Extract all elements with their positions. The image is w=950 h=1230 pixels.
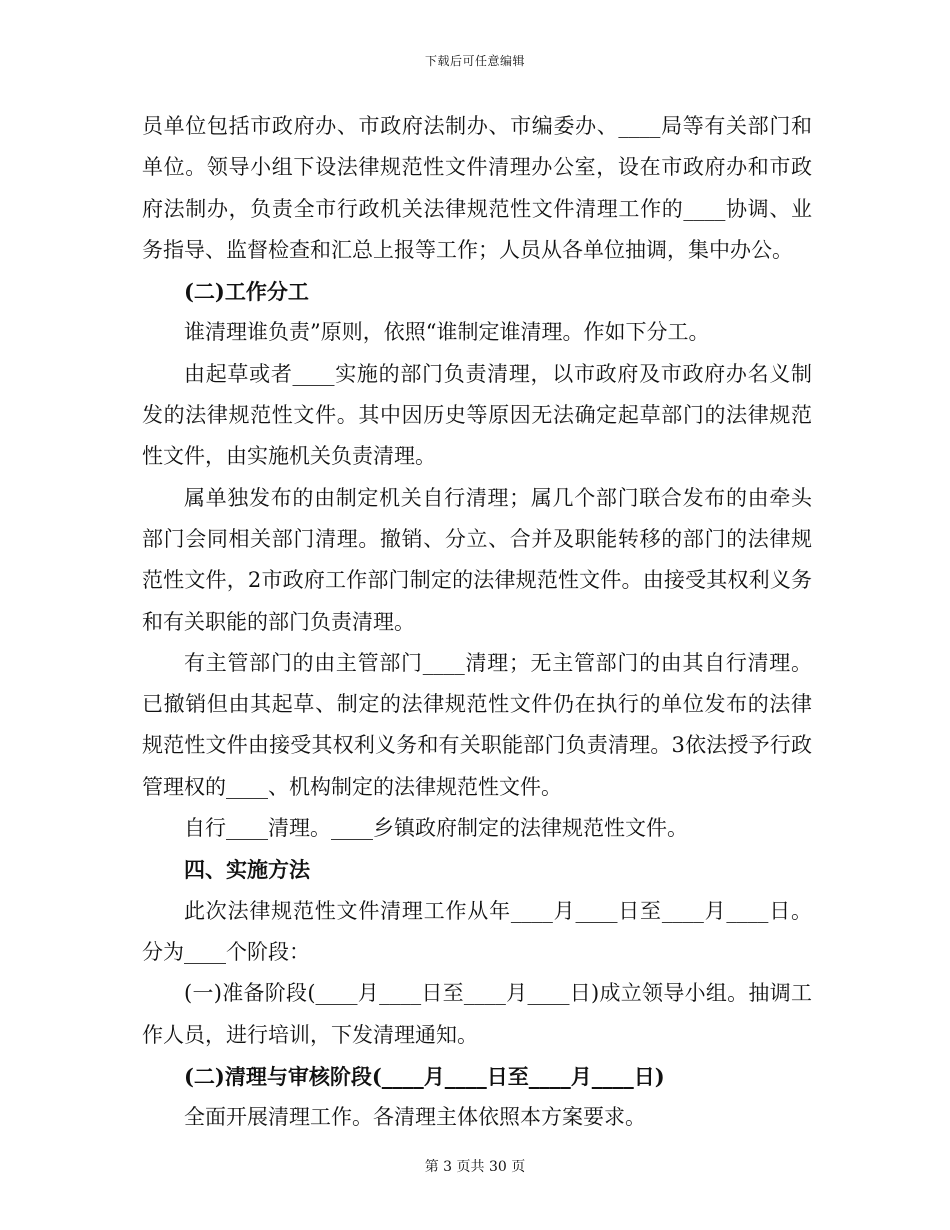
heading-division-of-work: (二)工作分工: [184, 279, 309, 305]
heading-clean-review-stage: (二)清理与审核阶段(____月____日至____月____日): [184, 1063, 665, 1089]
paragraph-principle: 谁清理谁负责”原则，依照“谁制定谁清理。作如下分工。: [184, 320, 710, 345]
heading-implementation-method: 四、实施方法: [184, 857, 310, 883]
page-footer: 第 3 页共 30 页: [424, 1159, 526, 1175]
paragraph-timeline: 此次法律规范性文件清理工作从年____月____日至____月____日。分为____个阶段：: [142, 898, 812, 964]
document-body: [142, 106, 812, 1138]
paragraph-drafting-department: 由起草或者____实施的部门负责清理，以市政府及市政府办名义制发的法律规范性文件。其中因历史等原因无法确定起草部门的法律规范性文件，由实施机关负责清理。: [142, 361, 812, 469]
paragraph-self-clean: 自行____清理。____乡镇政府制定的法律规范性文件。: [184, 816, 688, 841]
page-header: 下载后可任意编辑: [424, 54, 525, 68]
paragraph-competent-department: 有主管部门的由主管部门____清理；无主管部门的由其自行清理。已撤销但由其起草、制定的法律规范性文件仍在执行的单位发布的法律规范性文件由接受其权利义务和有关职能部门负责清理。3依法授予行政管理权的____、机构制定的法律规范性文件。: [142, 650, 812, 799]
paragraph-preparation-stage: (一)准备阶段(____月____日至____月____日)成立领导小组。抽调工作人员，进行培训，下发清理通知。: [142, 981, 812, 1047]
paragraph-full-cleanup: 全面开展清理工作。各清理主体依照本方案要求。: [184, 1105, 646, 1130]
paragraph-independent-release: 属单独发布的由制定机关自行清理；属几个部门联合发布的由牵头部门会同相关部门清理。撤销、分立、合并及职能转移的部门的法律规范性文件，2市政府工作部门制定的法律规范性文件。由接受其权利义务和有关职能的部门负责清理。: [142, 485, 812, 634]
paragraph-leading-group-members: 员单位包括市政府办、市政府法制办、市编委办、____局等有关部门和单位。领导小组下设法律规范性文件清理办公室，设在市政府办和市政府法制办，负责全市行政机关法律规范性文件清理工作的____协调、业务指导、监督检查和汇总上报等工作；人员从各单位抽调，集中办公。: [142, 114, 812, 262]
